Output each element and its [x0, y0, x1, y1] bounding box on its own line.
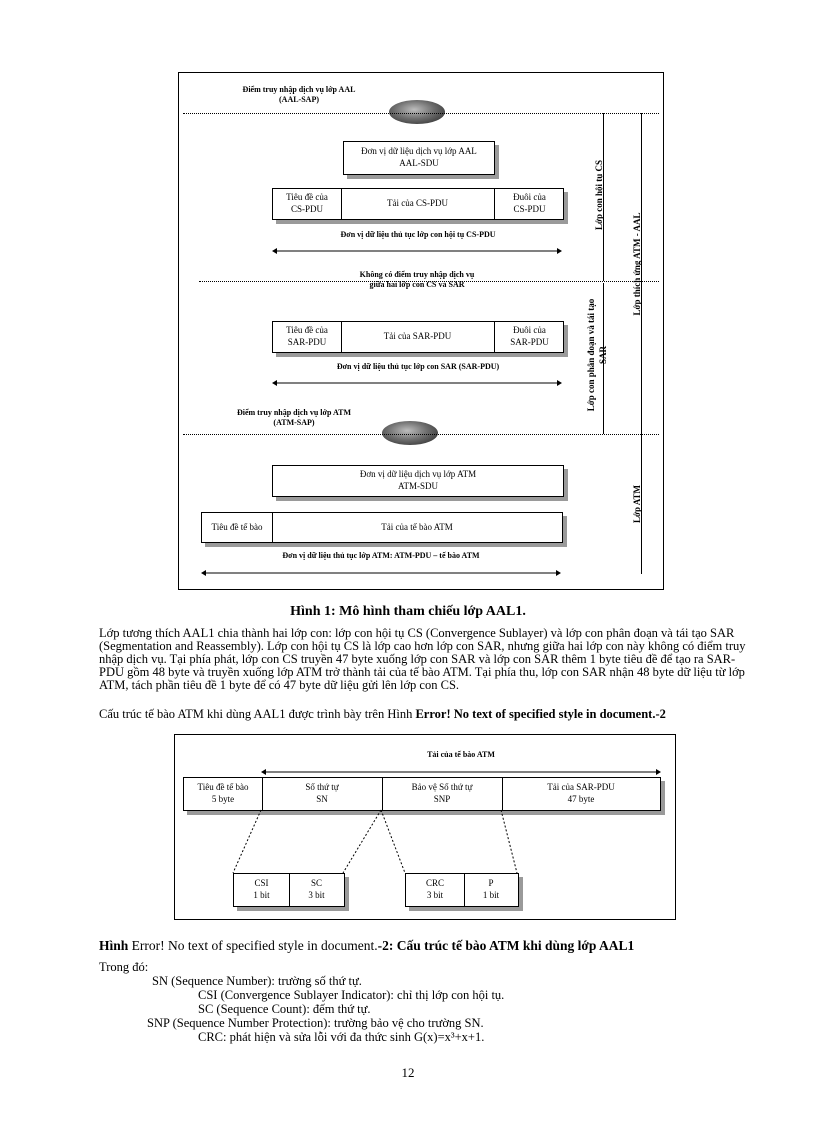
def-crc: CRC: phát hiện và sửa lỗi với đa thức sinh G(x)=x³+x+1.: [198, 1030, 485, 1044]
dotted-line-aal-sap: [183, 113, 659, 114]
sar-pdu-arrow: [272, 373, 562, 379]
sn-field: Số thứ tự SN: [262, 778, 383, 810]
p-field: P 1 bit: [482, 878, 500, 900]
cs-sublayer-label: Lớp con hội tụ CS: [594, 160, 604, 231]
atm-cell-header: Tiêu đề tế bào: [202, 513, 273, 542]
cs-pdu-payload: Tải của CS-PDU: [387, 198, 448, 209]
defs-intro: Trong đó:: [99, 960, 149, 974]
cs-pdu-label: Đơn vị dữ liệu thủ tục lớp con hội tụ CS-PDU: [340, 230, 496, 239]
sar-pdu-row: [272, 321, 564, 353]
cs-pdu-trailer: Đuôi của CS-PDU: [494, 189, 564, 219]
atm-sap-ellipse: [382, 421, 438, 445]
figure-1-caption: Hình 1: Mô hình tham chiếu lớp AAL1.: [290, 604, 526, 619]
csi-field: CSI 1 bit: [234, 874, 290, 906]
sar-sublayer-label: Lớp con phân đoạn và tái tạo SAR: [586, 298, 608, 412]
page-number: 12: [401, 1065, 415, 1080]
atm-sap-label: Điểm truy nhập dịch vụ lớp ATM (ATM-SAP): [236, 408, 352, 428]
atm-layer-label: Lớp ATM: [632, 484, 642, 524]
aal-sap-label: Điểm truy nhập dịch vụ lớp AAL (AAL-SAP): [242, 85, 356, 105]
def-csi: CSI (Convergence Sublayer Indicator): chỉ thị lớp con hội tụ.: [198, 988, 505, 1002]
sc-field: SC 3 bit: [308, 878, 325, 900]
snp-subfields: [405, 873, 519, 907]
atm-pdu-label: Đơn vị dữ liệu thủ tục lớp ATM: ATM-PDU – tế bào ATM: [282, 551, 480, 560]
atm-pdu-arrow: [201, 563, 561, 569]
snp-field: Bảo vệ Số thứ tự SNP: [382, 778, 503, 810]
cs-pdu-header: Tiêu đề của CS-PDU: [273, 189, 342, 219]
def-snp: SNP (Sequence Number Protection): trường bảo vệ cho trường SN.: [147, 1016, 484, 1030]
atm-sdu-box: Đơn vị dữ liệu dịch vụ lớp ATM ATM-SDU: [272, 465, 564, 497]
cross-ref-error[interactable]: Error! No text of specified style in document.-2: [415, 707, 666, 721]
atm-payload-label: Tải của tế bào ATM: [427, 750, 495, 759]
def-sc: SC (Sequence Count): đếm thứ tự.: [198, 1002, 371, 1016]
atm-cell-payload: Tải của tế bào ATM: [381, 521, 453, 532]
cs-pdu-arrow: [272, 241, 562, 247]
def-sn: SN (Sequence Number): trường số thứ tự.: [152, 974, 362, 988]
sn-subfields: [233, 873, 345, 907]
cell-header-field: Tiêu đề tế bào 5 byte: [184, 778, 263, 810]
crc-field: CRC 3 bit: [406, 874, 465, 906]
figure-2: [174, 734, 676, 920]
body-paragraph-2: Cấu trúc tế bào ATM khi dùng AAL1 được trình bày trên Hình Error! No text of specified style in document.-2: [99, 707, 666, 721]
aal-sap-ellipse: [389, 100, 445, 124]
sar-pdu-label: Đơn vị dữ liệu thủ tục lớp con SAR (SAR-PDU): [336, 362, 500, 371]
sar-payload-field: Tải của SAR-PDU 47 byte: [547, 782, 615, 804]
aal-layer-label: Lớp thích ứng ATM - AAL: [632, 212, 642, 316]
cs-pdu-row: [272, 188, 564, 220]
figure-2-caption: Hình Error! No text of specified style in document.-2: Cấu trúc tế bào ATM khi dùng lớp AAL1: [99, 938, 635, 953]
sar-pdu-trailer: Đuôi của SAR-PDU: [494, 322, 564, 352]
aal-sdu-box: Đơn vị dữ liệu dịch vụ lớp AAL AAL-SDU: [343, 141, 495, 175]
sar-pdu-payload: Tải của SAR-PDU: [383, 331, 452, 342]
figure-1: [178, 72, 664, 590]
sar-pdu-header: Tiêu đề của SAR-PDU: [273, 322, 342, 352]
atm-cell-row: [201, 512, 563, 543]
body-paragraph-1: Lớp tương thích AAL1 chia thành hai lớp con: lớp con hội tụ CS (Convergence Sublayer) và lớp con phân đoạn và tái tạo SAR (Segmentation and Reassembly). Lớp con hội tụ CS là lớp cao hơn lớp con SAR, nhưng giữa hai lớp con này không có điểm truy nhập dịch vụ. Tại phía phát, lớp con CS truyền 47 byte xuống lớp con SAR và lớp con SAR thêm 1 byte tiêu đề để tạo ra SAR-PDU gồm 48 byte và truyền xuống lớp ATM trở thành tải của tế bào ATM. Tại phía thu, lớp con SAR nhận 48 byte dữ liệu từ lớp ATM, tách phần tiêu đề 1 byte để có 47 byte dữ liệu gửi lên lớp con CS.: [99, 626, 746, 692]
no-sap-label: Không có điểm truy nhập dịch vụ giữa hai lớp con CS và SAR: [359, 270, 475, 290]
